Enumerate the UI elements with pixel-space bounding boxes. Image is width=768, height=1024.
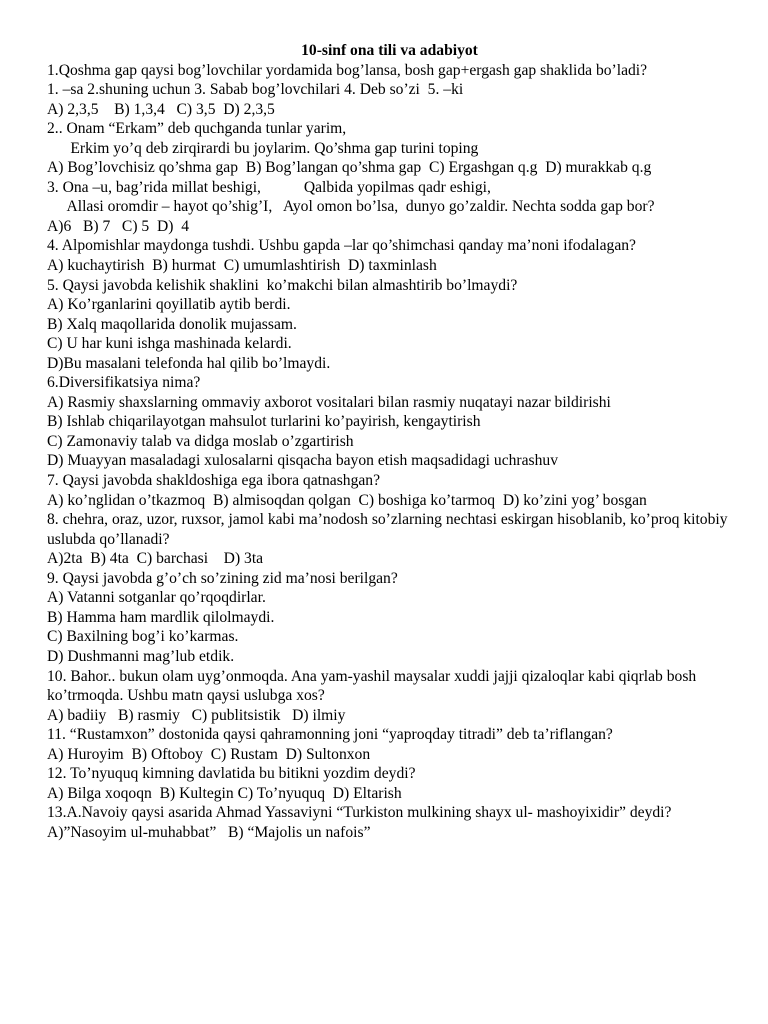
text-line: A) 2,3,5 B) 1,3,4 C) 3,5 D) 2,3,5 — [47, 100, 275, 118]
text-line: C) Zamonaviy talab va didga moslab o’zgartirish — [47, 432, 354, 450]
text-line: A) ko’nglidan o’tkazmoq B) almisoqdan qolgan C) boshiga ko’tarmoq D) ko’zini yog’ bosgan — [47, 491, 647, 509]
text-line: D) Muayyan masaladagi xulosalarni qisqacha bayon etish maqsadidagi uchrashuv — [47, 452, 558, 470]
text-line: Erkim yo’q deb zirqirardi bu joylarim. Qo’shma gap turini toping — [47, 139, 479, 157]
question-list — [47, 61, 732, 843]
text-line: B) Hamma ham mardlik qilolmaydi. — [47, 608, 275, 626]
text-line: 5. Qaysi javobda kelishik shaklini ko’makchi bilan almashtirib bo’lmaydi? — [47, 276, 518, 294]
text-line: Allasi oromdir – hayot qo’shig’I, Ayol omon bo’lsa, dunyo go’zaldir. Nechta sodda gap bor? — [47, 198, 655, 216]
text-line: 7. Qaysi javobda shakldoshiga ega ibora qatnashgan? — [47, 472, 381, 490]
text-line: A) kuchaytirish B) hurmat C) umumlashtirish D) taxminlash — [47, 257, 437, 275]
text-line: C) U har kuni ishga mashinada kelardi. — [47, 335, 292, 353]
text-line: 13.A.Navoiy qaysi asarida Ahmad Yassaviyni “Turkiston mulkining shayx ul- mashoyixidir” deydi? — [47, 804, 672, 822]
text-line: A)6 B) 7 C) 5 D) 4 — [47, 217, 190, 235]
text-line: 10. Bahor.. bukun olam uyg’onmoqda. Ana yam-yashil maysalar xuddi jajji qizaloqlar kabi qiqrlab bosh ko’trmoqda. Ushbu matn qaysi uslubga xos? — [47, 667, 701, 705]
text-line: 1.Qoshma gap qaysi bog’lovchilar yordamida bog’lansa, bosh gap+ergash gap shaklida bo’ladi? — [47, 61, 648, 79]
text-line: 9. Qaysi javobda g’o’ch so’zining zid ma’nosi berilgan? — [47, 569, 398, 587]
text-line: D)Bu masalani telefonda hal qilib bo’lmaydi. — [47, 354, 331, 372]
text-line: 1. –sa 2.shuning uchun 3. Sabab bog’lovchilari 4. Deb so’zi 5. –ki — [47, 81, 464, 99]
text-line: B) Ishlab chiqarilayotgan mahsulot turlarini ko’payirish, kengaytirish — [47, 413, 481, 431]
text-line: 3. Ona –u, bag’rida millat beshigi, Qalbida yopilmas qadr eshigi, — [47, 178, 491, 196]
text-line: 6.Diversifikatsiya nima? — [47, 374, 201, 392]
text-line: 8. chehra, oraz, uzor, ruxsor, jamol kabi ma’nodosh so’zlarning nechtasi eskirgan hisoblanib, ko’proq kitobiy uslubda qo’llanadi? — [47, 511, 732, 548]
text-line: 12. To’nyuquq kimning davlatida bu bitikni yozdim deydi? — [47, 765, 416, 783]
text-line: A)2ta B) 4ta C) barchasi D) 3ta — [47, 550, 264, 568]
text-line: A) Huroyim B) Oftoboy C) Rustam D) Sultonxon — [47, 745, 371, 763]
text-line: A)”Nasoyim ul-muhabbat” B) “Majolis un nafois” — [47, 823, 371, 841]
text-line: B) Xalq maqollarida donolik mujassam. — [47, 315, 297, 333]
text-line: A) Vatanni sotganlar qo’rqoqdirlar. — [47, 589, 266, 607]
text-line: A) badiiy B) rasmiy C) publitsistik D) ilmiy — [47, 706, 346, 724]
text-line: A) Bog’lovchisiz qo’shma gap B) Bog’langan qo’shma gap C) Ergashgan q.g D) murakkab q.g — [47, 159, 652, 177]
text-line: C) Baxilning bog’i ko’karmas. — [47, 628, 239, 646]
text-line: D) Dushmanni mag’lub etdik. — [47, 647, 235, 665]
text-line: 11. “Rustamxon” dostonida qaysi qahramonning joni “yaproqday titradi” deb ta’riflangan? — [47, 726, 613, 744]
text-line: A) Bilga xoqoqn B) Kultegin C) To’nyuquq D) Eltarish — [47, 784, 402, 802]
document-title: 10-sinf ona tili va adabiyot — [301, 42, 478, 59]
text-line: 4. Alpomishlar maydonga tushdi. Ushbu gapda –lar qo’shimchasi qanday ma’noni ifodalagan? — [47, 237, 636, 255]
text-line: A) Ko’rganlarini qoyillatib aytib berdi. — [47, 296, 291, 314]
text-line: 2.. Onam “Erkam” deb quchganda tunlar yarim, — [47, 120, 347, 138]
text-line: A) Rasmiy shaxslarning ommaviy axborot vositalari bilan rasmiy nuqatayi nazar bildirishi — [47, 393, 611, 411]
